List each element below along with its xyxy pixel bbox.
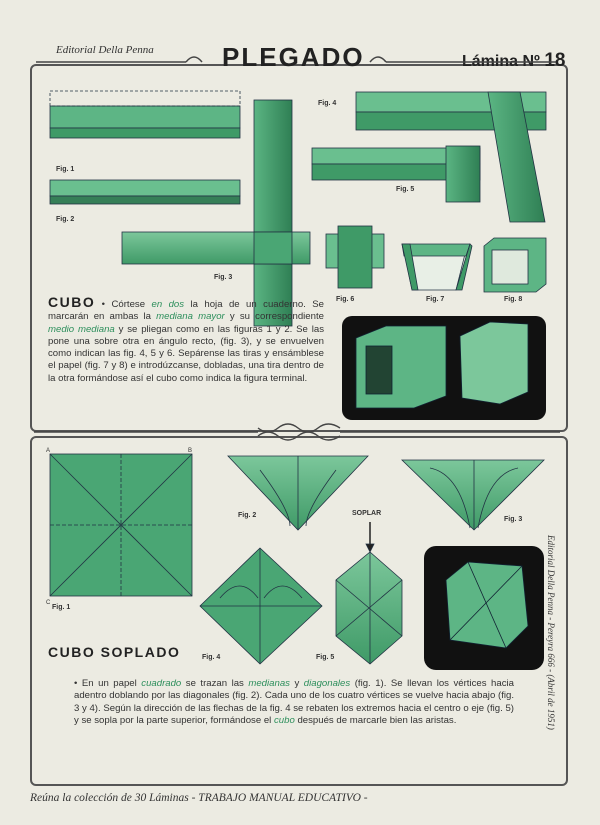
footer-text: Reúna la colección de 30 Láminas - TRABAJO MANUAL EDUCATIVO -: [30, 792, 368, 804]
bottom-fig5-label: Fig. 5: [316, 654, 335, 661]
publisher-side-text: Editorial Della Penna - Pereyra 666 - (Abril de 1951): [546, 535, 556, 730]
brand-logo: Editorial Della Penna: [56, 44, 154, 56]
fig5-fold: [312, 146, 480, 202]
svg-text:C: C: [46, 600, 51, 606]
fig4-diamond: [200, 548, 322, 664]
bottom-fig4-label: Fig. 4: [202, 654, 221, 661]
top-fig4-label: Fig. 4: [318, 100, 337, 107]
cubo-soplado-text: • En un papel cuadrado se trazan las medianas y diagonales (fig. 1). Se llevan los vértices hacia adentro doblando por las diagonales (fig. 2). Cada uno de los cuatro vértices se vuelve hacia abajo (fig. 3 y 4). Según la dirección de las flechas de la fig. 4 se rebaten los extremos hacia el centro o eje (fig. 5) y se sopla por la parte superior, formándose el cubo después de marcarle bien las aristas.: [74, 678, 514, 726]
svg-text:B: B: [188, 448, 193, 454]
top-fig6-label: Fig. 6: [336, 296, 355, 303]
bottom-fig3-label: Fig. 3: [504, 516, 523, 523]
header-ornament-icon: [36, 57, 556, 62]
cubo-heading: CUBO: [48, 294, 96, 310]
svg-text:A: A: [46, 448, 51, 454]
top-fig7-label: Fig. 7: [426, 296, 445, 303]
page-title: PLEGADO: [222, 42, 365, 72]
plate-number: Lámina Nº 18: [462, 50, 566, 71]
fig7-open-cube: [402, 244, 472, 290]
top-fig1-label: Fig. 1: [56, 166, 75, 173]
fig1-square: [50, 454, 192, 596]
braid-ornament-icon: [34, 424, 560, 440]
bottom-fig1-label: Fig. 1: [52, 604, 71, 611]
top-fig2-label: Fig. 2: [56, 216, 75, 223]
fig2-strip: [50, 180, 240, 204]
fig6-knot: [326, 226, 384, 288]
top-fig5-label: Fig. 5: [396, 186, 415, 193]
top-fig8-label: Fig. 8: [504, 296, 523, 303]
fig5-hexagon: [336, 522, 402, 664]
bottom-fig2-label: Fig. 2: [238, 512, 257, 519]
fig8-cube: [484, 238, 546, 292]
cubo-text: CUBO • Córtese en dos la hoja de un cuaderno. Se marcarán en ambas la mediana mayor y su correspondiente medio mediana y se pliegan como en las figuras 1 y 2. Se las pone una sobre otra en ángulo recto, (fig. 3), y se envuelven como indican las fig. 4, 5 y 6. Sepárense las tiras y ensámblese el papel (fig. 7 y 8) e introdúzcanse, dobladas, una tira dentro de la otra formándose así el cubo como indica la figura terminal.: [48, 294, 324, 384]
top-fig3-label: Fig. 3: [214, 274, 233, 281]
fig3-triangle: [402, 460, 544, 530]
fig1-strip: [50, 91, 240, 138]
cubo-soplado-heading: CUBO SOPLADO: [48, 644, 181, 660]
soplar-label: SOPLAR: [352, 510, 382, 517]
